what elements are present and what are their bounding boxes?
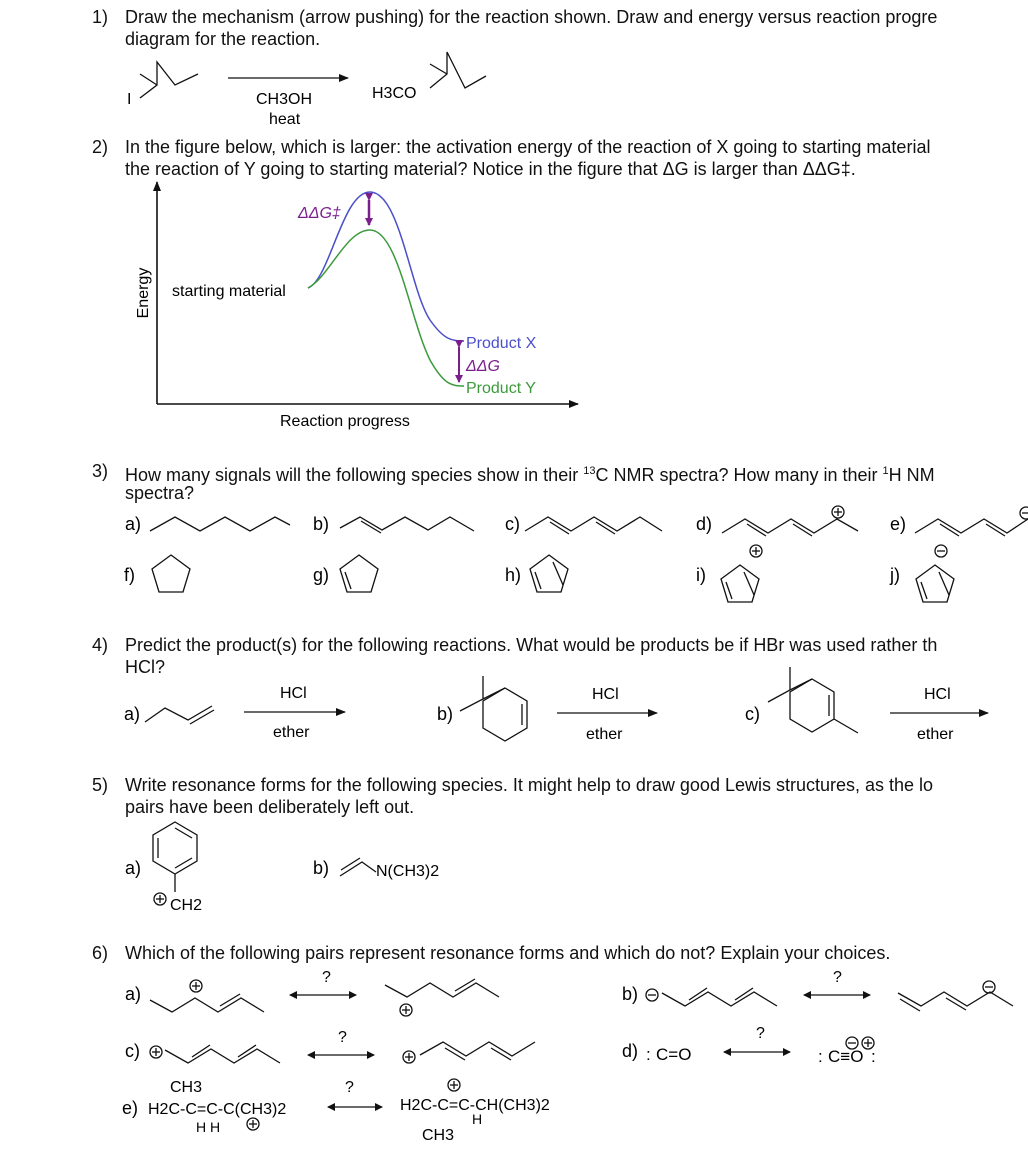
q1-iodide-label: I xyxy=(127,91,132,108)
q6d-right-formula: C≡O xyxy=(828,1047,864,1066)
q6-label-a: a) xyxy=(125,984,142,1004)
q4a-propene xyxy=(145,706,212,722)
q3-label-b: b) xyxy=(313,514,330,534)
question-number: 5) xyxy=(92,775,109,795)
curve-product-y xyxy=(308,230,464,386)
q6a-left xyxy=(150,998,264,1012)
question-number: 3) xyxy=(92,461,109,481)
q3d-cation xyxy=(722,519,858,533)
product-y-label: Product Y xyxy=(466,380,536,397)
q3-text-a: How many signals will the following species show in their xyxy=(125,465,584,485)
question-text-line2: HCl? xyxy=(125,657,166,677)
q6-label-e: e) xyxy=(122,1098,139,1118)
q5b-dimethylamino: N(CH3)2 xyxy=(376,863,440,880)
q4-structures xyxy=(145,667,988,741)
q6d-right-colon2: : xyxy=(871,1047,876,1066)
q3-sup-1: 1 xyxy=(882,465,889,477)
q5b-enamine xyxy=(340,862,376,876)
ddg-ts-label: ΔΔG‡ xyxy=(298,205,341,222)
q6c-question: ? xyxy=(338,1029,347,1046)
x-axis-label: Reaction progress xyxy=(280,413,410,430)
q1-reaction xyxy=(140,52,486,98)
q3-label-i: i) xyxy=(696,565,706,585)
q6d-question: ? xyxy=(756,1025,765,1042)
question-text-line1: Draw the mechanism (arrow pushing) for the reaction shown. Draw and energy versus reaction progre xyxy=(125,7,938,27)
q6b-left xyxy=(662,992,777,1006)
q6-label-b: b) xyxy=(622,984,639,1004)
q6c-left xyxy=(165,1049,280,1063)
q3-label-g: g) xyxy=(313,565,330,585)
q4-label-a: a) xyxy=(124,704,141,724)
q3-text-b: C NMR spectra? How many in their xyxy=(595,465,883,485)
q3-label-e: e) xyxy=(890,514,907,534)
q1-product-branch xyxy=(430,64,447,74)
q4b-solvent: ether xyxy=(586,726,623,743)
q5-structures xyxy=(153,822,376,905)
question-text-line2: pairs have been deliberately left out. xyxy=(125,797,415,817)
q6-label-d: d) xyxy=(622,1041,639,1061)
q4-label-c: c) xyxy=(745,704,760,724)
q6e-right-hydrogen: H xyxy=(472,1111,483,1127)
y-axis-label: Energy xyxy=(135,267,152,319)
q1-product-methoxy: H3CO xyxy=(372,85,417,102)
question-text-line2: spectra? xyxy=(125,483,195,503)
question-number: 4) xyxy=(92,635,109,655)
q6d-right-colon: : xyxy=(818,1047,823,1066)
q3b-hexene xyxy=(340,517,474,531)
q1-reagent: CH3OH xyxy=(256,91,313,108)
q4a-reagent: HCl xyxy=(280,685,307,702)
q4c-tbutyl xyxy=(768,667,790,702)
q6-label-c: c) xyxy=(125,1041,140,1061)
q6e-left-formula: H2C-C=C-C(CH3)2 xyxy=(148,1101,287,1118)
q6e-question: ? xyxy=(345,1079,354,1096)
product-x-label: Product X xyxy=(466,335,537,352)
q3-label-a: a) xyxy=(125,514,142,534)
q5-label-b: b) xyxy=(313,858,330,878)
q3f-cyclopentane xyxy=(152,555,190,592)
q5a-benzene xyxy=(153,822,197,874)
question-text-line1: In the figure below, which is larger: the activation energy of the reaction of X going to starting material xyxy=(125,137,931,157)
question-text-line1: Which of the following pairs represent resonance forms and which do not? Explain your choices. xyxy=(125,943,891,963)
q6e-left-hydrogens: H H xyxy=(196,1119,221,1135)
q6a-question: ? xyxy=(322,969,331,986)
q1-reactant-branch xyxy=(140,74,157,85)
question-text-line2: diagram for the reaction. xyxy=(125,29,321,49)
question-number: 6) xyxy=(92,943,109,963)
q3a-hexane xyxy=(150,517,290,531)
q3-label-d: d) xyxy=(696,514,713,534)
ddg-label: ΔΔG xyxy=(466,358,500,375)
q3-label-f: f) xyxy=(124,565,135,585)
q4b-tbutyl xyxy=(460,676,483,711)
question-number: 2) xyxy=(92,137,109,157)
question-text-line1: Write resonance forms for the following species. It might help to draw good Lewis structures, as the lo xyxy=(125,775,934,795)
question-number: 1) xyxy=(92,7,109,27)
q3e-anion xyxy=(915,519,1028,533)
q5a-ch2: CH2 xyxy=(170,897,203,914)
q3-text-c: H NM xyxy=(888,465,935,485)
q1-product-skeleton xyxy=(430,52,486,88)
q6a-right xyxy=(385,983,499,997)
q4c-reagent: HCl xyxy=(924,686,951,703)
q3-label-h: h) xyxy=(505,565,522,585)
q6d-left-formula: C=O xyxy=(656,1045,692,1064)
q3c-hexadiene xyxy=(525,517,662,531)
q3-label-j: j) xyxy=(890,565,900,585)
q3-sup-13: 13 xyxy=(583,465,596,477)
q6c-right xyxy=(420,1042,535,1056)
q4b-reagent: HCl xyxy=(592,686,619,703)
q6e-left-methyl: CH3 xyxy=(170,1079,203,1096)
q3-label-c: c) xyxy=(505,514,520,534)
question-text-line1: Predict the product(s) for the following reactions. What would be products be if HBr was used rather th xyxy=(125,635,938,655)
q4a-solvent: ether xyxy=(273,724,310,741)
q6e-right-methyl: CH3 xyxy=(422,1127,455,1144)
q6b-question: ? xyxy=(833,969,842,986)
q4c-solvent: ether xyxy=(917,726,954,743)
q6d-lone-pair-colon: : xyxy=(646,1045,651,1064)
q5-label-a: a) xyxy=(125,858,142,878)
question-text-line2: the reaction of Y going to starting material? Notice in the figure that ΔG is larger than ΔΔG‡. xyxy=(125,159,856,179)
q6e-right-formula: H2C-C=C-CH(CH3)2 xyxy=(400,1097,550,1114)
q1-condition: heat xyxy=(269,111,301,128)
starting-material-label: starting material xyxy=(172,283,286,300)
q4-label-b: b) xyxy=(437,704,454,724)
